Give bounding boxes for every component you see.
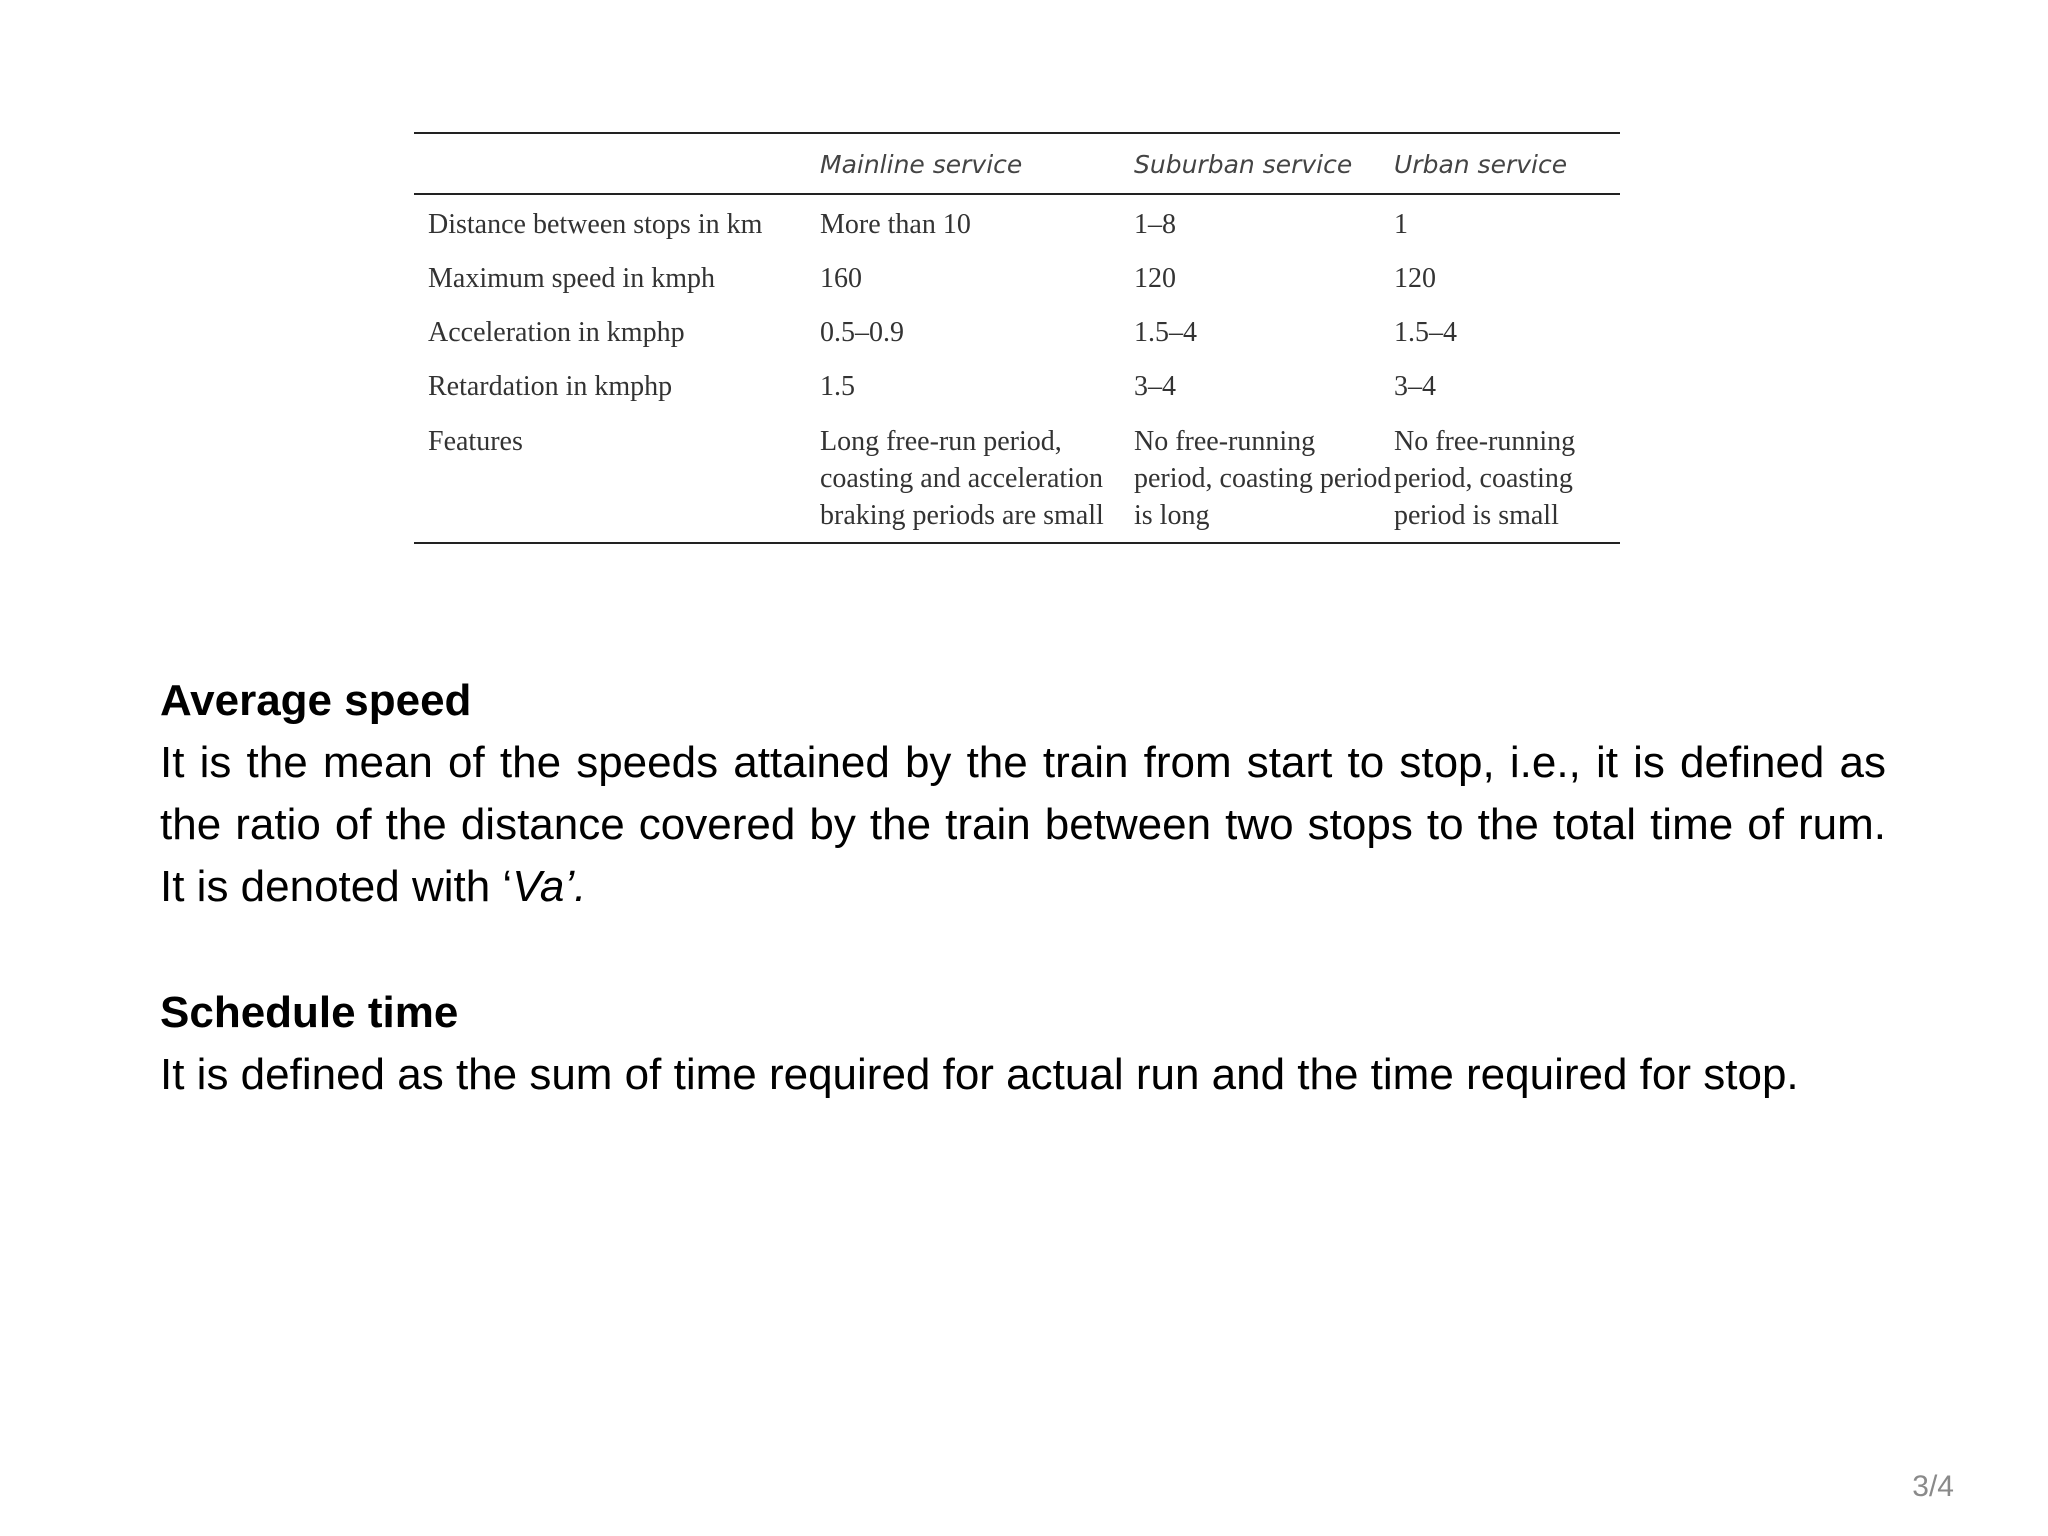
schedule-time-section (160, 982, 1886, 1106)
table-cell: Acceleration in kmphp (428, 317, 685, 348)
table-row (414, 309, 1620, 363)
page-number: 3/4 (1912, 1470, 1954, 1503)
table-cell: Maximum speed in kmph (428, 263, 715, 294)
service-comparison-table-container (414, 132, 1606, 544)
table-cell: No free-running period, coasting period is small (1394, 417, 1620, 543)
table-row (414, 194, 1620, 255)
average-speed-section (160, 670, 1886, 918)
table-cell: More than 10 (820, 209, 971, 240)
table-cell: Long free-run period, coasting and acceleration braking periods are small (820, 417, 1134, 543)
table-cell: 120 (1134, 263, 1176, 294)
table-cell: 3–4 (1394, 371, 1436, 402)
table-row (414, 417, 1620, 543)
average-speed-text: It is the mean of the speeds attained by the train from start to stop, i.e., it is defined as the ratio of the distance covered by the train between two stops to the total time of rum. It is denoted with ‘ (160, 738, 1886, 911)
table-cell: 1.5–4 (1394, 317, 1457, 348)
table-header-row (414, 133, 1620, 194)
table-cell: Features (414, 417, 820, 543)
schedule-time-paragraph: It is defined as the sum of time required for actual run and the time required for stop. (160, 1050, 1799, 1099)
table-cell: 160 (820, 263, 862, 294)
table-row (414, 255, 1620, 309)
table-header-cell: Mainline service (820, 133, 1134, 194)
table-cell: 1–8 (1134, 209, 1176, 240)
average-speed-symbol: Va’. (512, 862, 587, 911)
table-header-cell: Suburban service (1134, 133, 1394, 194)
table-header-cell: Urban service (1394, 133, 1620, 194)
table-cell: No free-running period, coasting period is long (1134, 417, 1394, 543)
average-speed-paragraph (160, 732, 1886, 918)
table-row (414, 363, 1620, 417)
table-cell: 1 (1394, 209, 1408, 240)
table-cell: 1.5–4 (1134, 317, 1197, 348)
table-cell: Distance between stops in km (428, 209, 763, 240)
average-speed-heading: Average speed (160, 676, 472, 725)
schedule-time-heading: Schedule time (160, 988, 459, 1037)
table-cell: 120 (1394, 263, 1436, 294)
table-cell: 3–4 (1134, 371, 1176, 402)
table-cell: 0.5–0.9 (820, 317, 904, 348)
table-cell: 1.5 (820, 371, 855, 402)
table-cell: Retardation in kmphp (428, 371, 673, 402)
table-header-cell (414, 133, 820, 194)
service-comparison-table (414, 132, 1620, 544)
